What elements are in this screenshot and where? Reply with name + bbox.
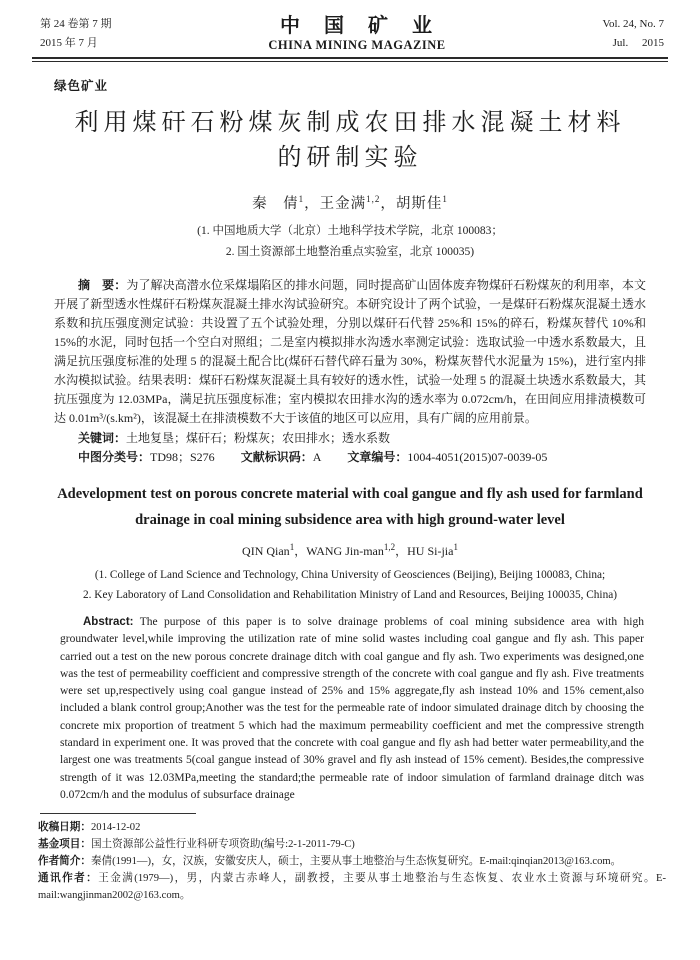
authors-cn bbox=[0, 192, 700, 213]
authors-en bbox=[0, 542, 700, 559]
funding-label: 基金项目： bbox=[38, 838, 91, 851]
keywords-text: 土地复垦；煤矸石；粉煤灰；农田排水；透水系数 bbox=[126, 431, 391, 445]
corresponding-author-value: 王金满(1979—)，男，内蒙古赤峰人，副教授，主要从事土地整治与生态恢复、农业水土资源与环境研究。E-mail:wangjinman2002@163.com。 bbox=[38, 873, 666, 902]
author-en-3-affil-sup: 1 bbox=[453, 542, 458, 552]
issue-volume-en: Vol. 24, No. 7 bbox=[602, 18, 664, 30]
author-cn-2-affil-sup: 1,2 bbox=[366, 194, 381, 205]
affiliations-en bbox=[0, 565, 700, 605]
doc-code-value: A bbox=[312, 450, 322, 464]
affiliations-cn bbox=[0, 221, 700, 263]
author-separator: ， bbox=[294, 544, 307, 558]
abstract-cn-label: 摘 要： bbox=[78, 278, 127, 292]
received-date-value: 2014-12-02 bbox=[90, 822, 141, 834]
abstract-en bbox=[60, 614, 644, 804]
column-label: 绿色矿业 bbox=[54, 79, 109, 93]
first-author-note bbox=[38, 853, 666, 870]
author-en-1-affil-sup: 1 bbox=[289, 542, 295, 552]
corresponding-author-note bbox=[38, 870, 666, 904]
article-id-value: 1004-4051(2015)07-0039-05 bbox=[407, 450, 548, 464]
abstract-cn bbox=[54, 276, 646, 428]
first-author-label: 作者简介： bbox=[38, 855, 91, 868]
journal-name-cn: 中 国 矿 业 bbox=[279, 15, 434, 37]
author-cn-3-affil-sup: 1 bbox=[442, 194, 448, 205]
abstract-en-text: The purpose of this paper is to solve drainage problems of coal mining subsidence area with high groundwater level,while improving the utilization rate of mine solid wastes including coal gangue and fly ash. This paper carried out a test on the new porous concrete drainage ditch with coal gangue and fly ash. Two experiments was designed,one was the test of permeability coefficient and compressive strength of the concrete with coal gangue and fly ash. Five treatments were set up,respectively using coal gangue instead of 25% and 15% aggregate,fly ash instead 10% and 15% cement,also included a blank control group;Another was the test for the permeable rate of indoor simulated drainage ditch by choosing the concrete mix proportion of treatment 5 which had the maximum permeability coefficient and met the compressive strength standard in experiment one. It was proved that the concrete with coal gangue and fly ash had better water permeability,and the largest one was treatments 5(coal gangue instead of 30% gravel and fly ash instead of 15% cement). Besides,the compressive strength of it was 12.03MPa,meeting the standard;the permeable rate of indoor simulation of farmland drainage ditch was 0.072cm/h and the modulus of subsurface drainage bbox=[60, 616, 645, 801]
author-en-3: HU Si-jia bbox=[407, 544, 454, 558]
author-cn-1-affil-sup: 1 bbox=[298, 194, 305, 205]
author-cn-2: 王金满 bbox=[319, 196, 367, 212]
author-cn-3: 胡斯佳 bbox=[395, 196, 443, 212]
author-en-2: WANG Jin-man bbox=[306, 544, 384, 558]
journal-masthead bbox=[0, 0, 700, 54]
journal-title-block bbox=[112, 15, 603, 54]
first-author-value: 秦倩(1991—)，女，汉族，安徽安庆人，硕士，主要从事土地整治与生态恢复研究。E-mail:qinqian2013@163.com。 bbox=[90, 856, 622, 868]
keywords-line bbox=[54, 429, 646, 448]
clc-value: TD98；S276 bbox=[150, 450, 215, 464]
funding-value: 国土资源部公益性行业科研专项资助(编号:2-1-2011-79-C) bbox=[90, 839, 355, 851]
abstract-en-label: Abstract: bbox=[83, 616, 134, 628]
funding-note bbox=[38, 836, 666, 853]
clc-label: 中图分类号： bbox=[78, 450, 151, 464]
author-en-2-affil-sup: 1,2 bbox=[383, 542, 396, 552]
affiliation-en-1: (1. College of Land Science and Technology, China University of Geosciences (Beijing), Beijing 100083, China; bbox=[94, 569, 606, 581]
doc-code-label: 文献标识码： bbox=[240, 450, 313, 464]
issue-info-cn bbox=[40, 15, 112, 53]
received-date-note bbox=[38, 819, 666, 836]
author-cn-1: 秦 倩 bbox=[252, 196, 299, 212]
classification-line bbox=[54, 448, 646, 467]
keywords-label: 关键词： bbox=[78, 431, 127, 445]
article-title-cn bbox=[30, 106, 670, 176]
author-separator: ， bbox=[380, 196, 396, 212]
issue-volume-cn: 第 24 卷第 7 期 bbox=[40, 18, 112, 30]
author-en-1: QIN Qian bbox=[242, 544, 290, 558]
article-title-cn-line2: 的研制实验 bbox=[277, 145, 423, 171]
received-date-label: 收稿日期： bbox=[38, 821, 91, 834]
article-title-en: Adevelopment test on porous concrete material with coal gangue and fly ash used for farmland drainage in coal mining subsidence area with high ground-water level bbox=[57, 486, 643, 528]
affiliation-en-2: 2. Key Laboratory of Land Consolidation and Rehabilitation Ministry of Land and Resources, Beijing 100035, China) bbox=[83, 589, 617, 601]
issue-date-en: Jul. 2015 bbox=[612, 37, 664, 49]
issue-info-en bbox=[602, 15, 664, 53]
footnote-divider bbox=[40, 813, 196, 814]
article-title-cn-line1: 利用煤矸石粉煤灰制成农田排水混凝土材料 bbox=[74, 110, 626, 136]
footnotes bbox=[38, 819, 666, 904]
abstract-cn-text: 为了解决高潜水位采煤塌陷区的排水问题，同时提高矿山固体废弃物煤矸石粉煤灰的利用率，本文开展了新型透水性煤矸石粉煤灰混凝土排水沟试验研究。本研究设计了两个试验，一是煤矸石粉煤灰混凝土透水系数和抗压强度测定试验：共设置了五个试验处理，分别以煤矸石代替 25%和 15%的碎石，粉煤灰替代 10%和 15%的水泥，同时包括一个空白对照组；二是室内模拟排水沟透水率测定试验：选取试验一中透水系数最大，且满足抗压强度标准的处理 5 的混凝土配合比(煤矸石替代碎石量为 30%，粉煤灰替代水泥量为 15%)，进行室内排水沟模拟试验。结果表明：煤矸石粉煤灰混凝土具有较好的透水性，试验一处理 5 的混凝土块透水系数最大，其抗压强度为 12.03MPa，满足抗压强度标准；室内模拟农田排水沟的透水率为 0.072cm/h，在田间应用排渍模数可达 0.01m³/(s.km²)，该混凝土在排渍模数不大于该值的地区可以应用，具有广阔的应用前景。 bbox=[54, 278, 646, 425]
affiliation-cn-1: (1. 中国地质大学（北京）土地科学技术学院，北京 100083； bbox=[197, 225, 503, 237]
corresponding-author-label: 通讯作者： bbox=[38, 872, 99, 885]
affiliation-cn-2: 2. 国土资源部土地整治重点实验室，北京 100035) bbox=[225, 246, 475, 258]
issue-date-cn: 2015 年 7 月 bbox=[40, 37, 98, 49]
journal-name-en: CHINA MINING MAGAZINE bbox=[268, 38, 446, 52]
author-separator: ， bbox=[304, 196, 320, 212]
author-separator: ， bbox=[395, 544, 408, 558]
article-id-label: 文章编号： bbox=[347, 450, 408, 464]
masthead-divider bbox=[32, 57, 668, 62]
